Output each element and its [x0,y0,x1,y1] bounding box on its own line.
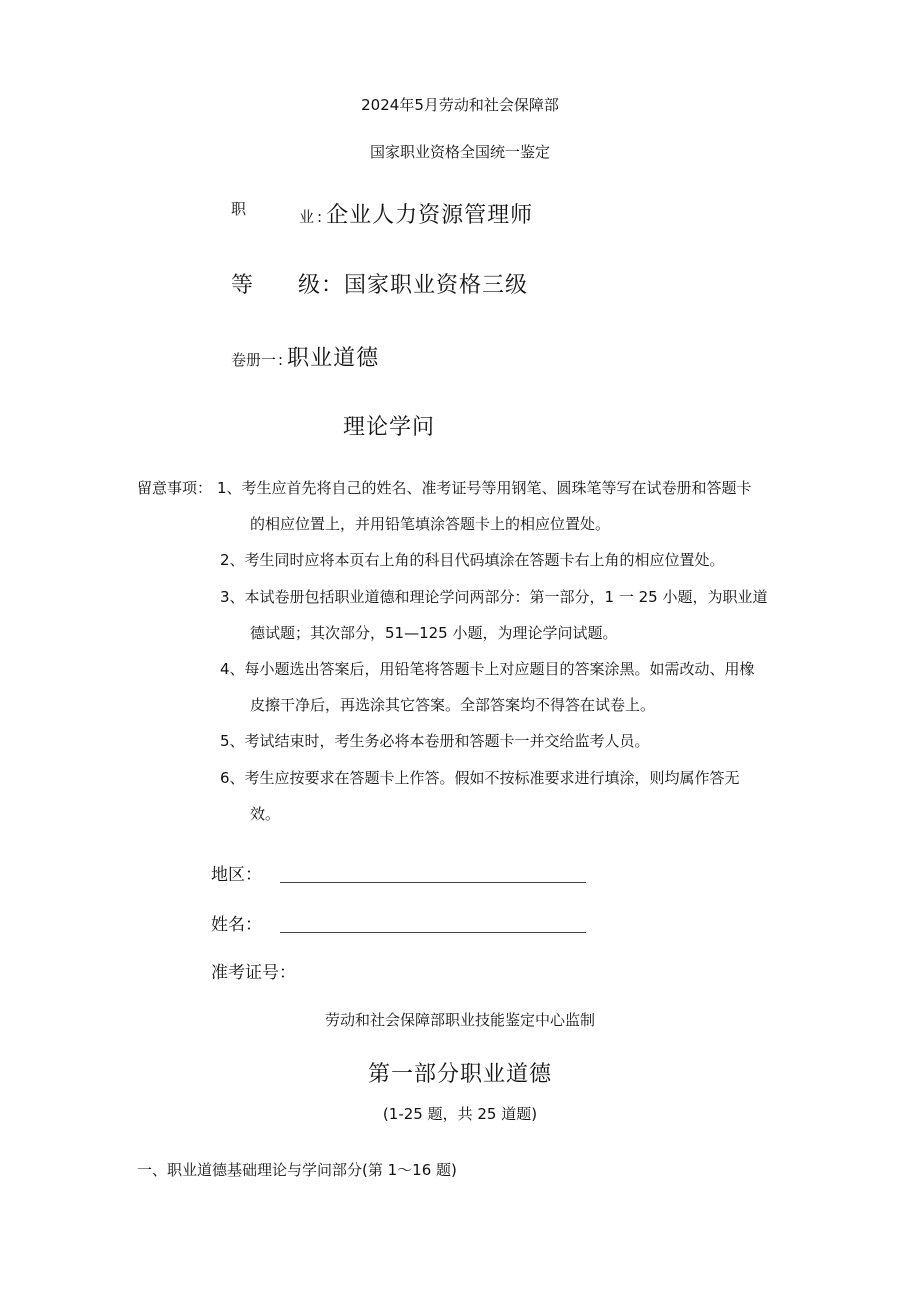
notice-item-line: 考生应首先将自己的姓名、准考证号等用钢笔、圆珠笔等写在试卷册和答题卡 [241,479,752,497]
region-blank-line[interactable] [280,868,586,883]
occupation-row-right [299,198,533,229]
level-row [298,268,528,299]
notice-item-4 [220,658,755,680]
part1-section-heading: 一、职业道德基础理论与学问部分(第 1～16 题) [137,1161,457,1179]
name-field [211,910,586,935]
occupation-label-b: 业 [299,208,315,226]
notice-item-number: 5、 [220,732,245,750]
exam-id-field [211,958,296,983]
notice-item-6 [220,767,740,789]
notice-item-number: 4、 [220,660,245,678]
volume-row [231,341,379,372]
part1-subtitle: (1-25 题，共 25 道题) [382,1105,538,1123]
occupation-row [231,198,246,219]
notice-item-5 [220,730,650,752]
notice-item-3 [220,586,768,608]
volume-separator: : [278,351,284,369]
supervision-line: 劳动和社会保障部职业技能鉴定中心监制 [324,1011,595,1029]
header-issuer: 2024年5月劳动和社会保障部 [361,96,559,114]
theory-subtitle: 理论学问 [343,415,436,440]
occupation-label-a: 职 [231,200,247,218]
level-label-a: 等 [231,273,255,298]
occupation-separator: : [317,208,323,226]
notice-item-1 [217,477,752,499]
notice-item-1-cont: 的相应位置上，并用铅笔填涂答题卡上的相应位置处。 [250,515,611,533]
level-label-b: 级： [298,273,345,298]
part1-title: 第一部分职业道德 [367,1062,552,1087]
notice-label: 留意事项： [137,479,213,497]
name-blank-line[interactable] [280,918,586,933]
header-exam-name: 国家职业资格全国统一鉴定 [369,143,550,161]
level-value: 国家职业资格三级 [344,273,529,298]
volume-value: 职业道德 [287,346,380,371]
notice-item-line: 考生应按要求在答题卡上作答。假如不按标准要求进行填涂，则均属作答无 [244,769,740,787]
notice-item-line: 本试卷册包括职业道德和理论学问两部分：第一部分，1 一 25 小题，为职业道 [244,588,768,606]
notice-item-number: 6、 [220,769,245,787]
notice-item-2 [220,549,725,571]
notice-item-6-cont: 效。 [250,805,281,823]
volume-label: 卷册一 [231,351,277,369]
occupation-value: 企业人力资源管理师 [326,203,534,228]
region-field [211,860,586,885]
notice-item-number: 1、 [217,479,242,497]
notice-item-3-cont: 德试题；其次部分，51—125 小题，为理论学问试题。 [250,624,618,642]
notice-item-line: 考试结束时，考生务必将本卷册和答题卡一并交给监考人员。 [244,732,650,750]
notice-item-number: 3、 [220,588,245,606]
region-label: 地区： [211,865,262,885]
notice-item-line: 考生同时应将本页右上角的科目代码填涂在答题卡右上角的相应位置处。 [244,551,725,569]
notice-item-line: 每小题选出答案后，用铅笔将答题卡上对应题目的答案涂黑。如需改动、用橡 [244,660,755,678]
notice-item-number: 2、 [220,551,245,569]
exam-id-label: 准考证号： [211,963,296,983]
name-label: 姓名： [211,915,262,935]
notice-item-4-cont: 皮擦干净后，再选涂其它答案。全部答案均不得答在试卷上。 [250,696,656,714]
